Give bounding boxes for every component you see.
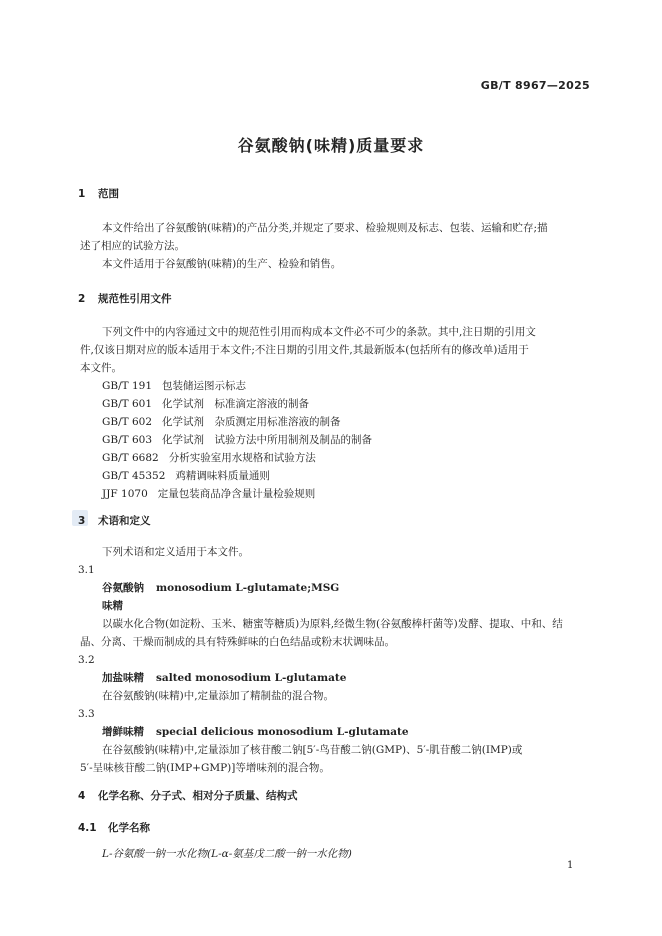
section-number: 4: [78, 790, 86, 802]
reference-code: GB/T 191: [102, 380, 153, 392]
reference-code: GB/T 6682: [102, 452, 159, 464]
subsection-4-1-heading: [78, 820, 150, 835]
term-cn: 谷氨酸钠: [102, 582, 144, 594]
document-code: GB/T 8967—2025: [480, 79, 590, 92]
term-heading: [102, 669, 346, 687]
paragraph-line: 件,仅该日期对应的版本适用于本文件;不注日期的引用文件,其最新版本(包括所有的修改单)适用于: [80, 344, 529, 356]
reference-item: [102, 431, 372, 449]
term-heading: [102, 579, 339, 597]
term-number: 3.2: [78, 654, 95, 666]
reference-item: [102, 413, 341, 431]
reference-code: GB/T 45352: [102, 470, 166, 482]
section-number: 2: [78, 293, 86, 305]
paragraph-line: 本文件给出了谷氨酸钠(味精)的产品分类,并规定了要求、检验规则及标志、包装、运输和贮存;描: [102, 222, 548, 234]
paragraph-line: 5′-呈味核苷酸二钠(IMP+GMP)]等增味剂的混合物。: [80, 762, 330, 774]
section-number: 3: [78, 515, 86, 527]
section-title: 化学名称、分子式、相对分子质量、结构式: [98, 790, 298, 802]
reference-item: [102, 485, 315, 503]
reference-code: GB/T 603: [102, 434, 153, 446]
section-title: 范围: [98, 188, 119, 200]
paragraph-line: 在谷氨酸钠(味精)中,定量添加了核苷酸二钠[5′-鸟苷酸二钠(GMP)、5′-肌苷酸二钠(IMP)或: [102, 744, 523, 756]
page-title: 谷氨酸钠(味精)质量要求: [237, 136, 425, 155]
paragraph-line: 晶、分离、干燥而制成的具有特殊鲜味的白色结晶或粉末状调味品。: [80, 636, 395, 648]
page-number: 1: [567, 860, 574, 871]
subsection-title: 化学名称: [108, 822, 150, 834]
subsection-number: 4.1: [78, 822, 97, 834]
reference-code: GB/T 601: [102, 398, 153, 410]
term-synonym: 味精: [102, 600, 123, 612]
reference-title: 鸡精调味料质量通则: [175, 470, 270, 482]
term-en: salted monosodium L-glutamate: [156, 672, 347, 684]
paragraph-line: 本文件适用于谷氨酸钠(味精)的生产、检验和销售。: [102, 258, 342, 270]
term-heading: [102, 723, 409, 741]
chemical-name: L-谷氨酸一钠一水化物(L-α-氨基戊二酸一钠一水化物): [102, 848, 352, 860]
reference-title: 化学试剂 标准滴定溶液的制备: [162, 398, 310, 410]
term-number: 3.1: [78, 564, 95, 576]
term-cn: 增鲜味精: [102, 726, 144, 738]
section-4-heading: [78, 788, 298, 803]
section-1-heading: [78, 186, 119, 201]
paragraph-line: 下列文件中的内容通过文中的规范性引用而构成本文件必不可少的条款。其中,注日期的引用文: [102, 326, 536, 338]
reference-title: 分析实验室用水规格和试验方法: [168, 452, 316, 464]
section-2-heading: [78, 291, 172, 306]
reference-item: [102, 449, 316, 467]
paragraph-line: 以碳水化合物(如淀粉、玉米、糖蜜等糖质)为原料,经微生物(谷氨酸棒杆菌等)发酵、提取、中和、结: [102, 618, 563, 630]
term-number: 3.3: [78, 708, 95, 720]
paragraph-line: 下列术语和定义适用于本文件。: [102, 546, 249, 558]
reference-item: [102, 377, 246, 395]
term-en: special delicious monosodium L-glutamate: [156, 726, 409, 738]
paragraph-line: 述了相应的试验方法。: [80, 240, 185, 252]
reference-title: 定量包装商品净含量计量检验规则: [157, 488, 316, 500]
section-title: 规范性引用文件: [98, 293, 172, 305]
section-3-heading: [78, 513, 151, 528]
reference-title: 包装储运图示标志: [162, 380, 247, 392]
reference-item: [102, 467, 270, 485]
paragraph-line: 本文件。: [80, 362, 122, 374]
reference-title: 化学试剂 试验方法中所用制剂及制品的制备: [162, 434, 373, 446]
reference-title: 化学试剂 杂质测定用标准溶液的制备: [162, 416, 341, 428]
reference-item: [102, 395, 309, 413]
reference-code: JJF 1070: [102, 488, 148, 500]
term-en: monosodium L-glutamate;MSG: [156, 582, 340, 594]
section-title: 术语和定义: [98, 515, 151, 527]
paragraph-line: 在谷氨酸钠(味精)中,定量添加了精制盐的混合物。: [102, 690, 335, 702]
term-cn: 加盐味精: [102, 672, 144, 684]
reference-code: GB/T 602: [102, 416, 153, 428]
section-number: 1: [78, 188, 86, 200]
